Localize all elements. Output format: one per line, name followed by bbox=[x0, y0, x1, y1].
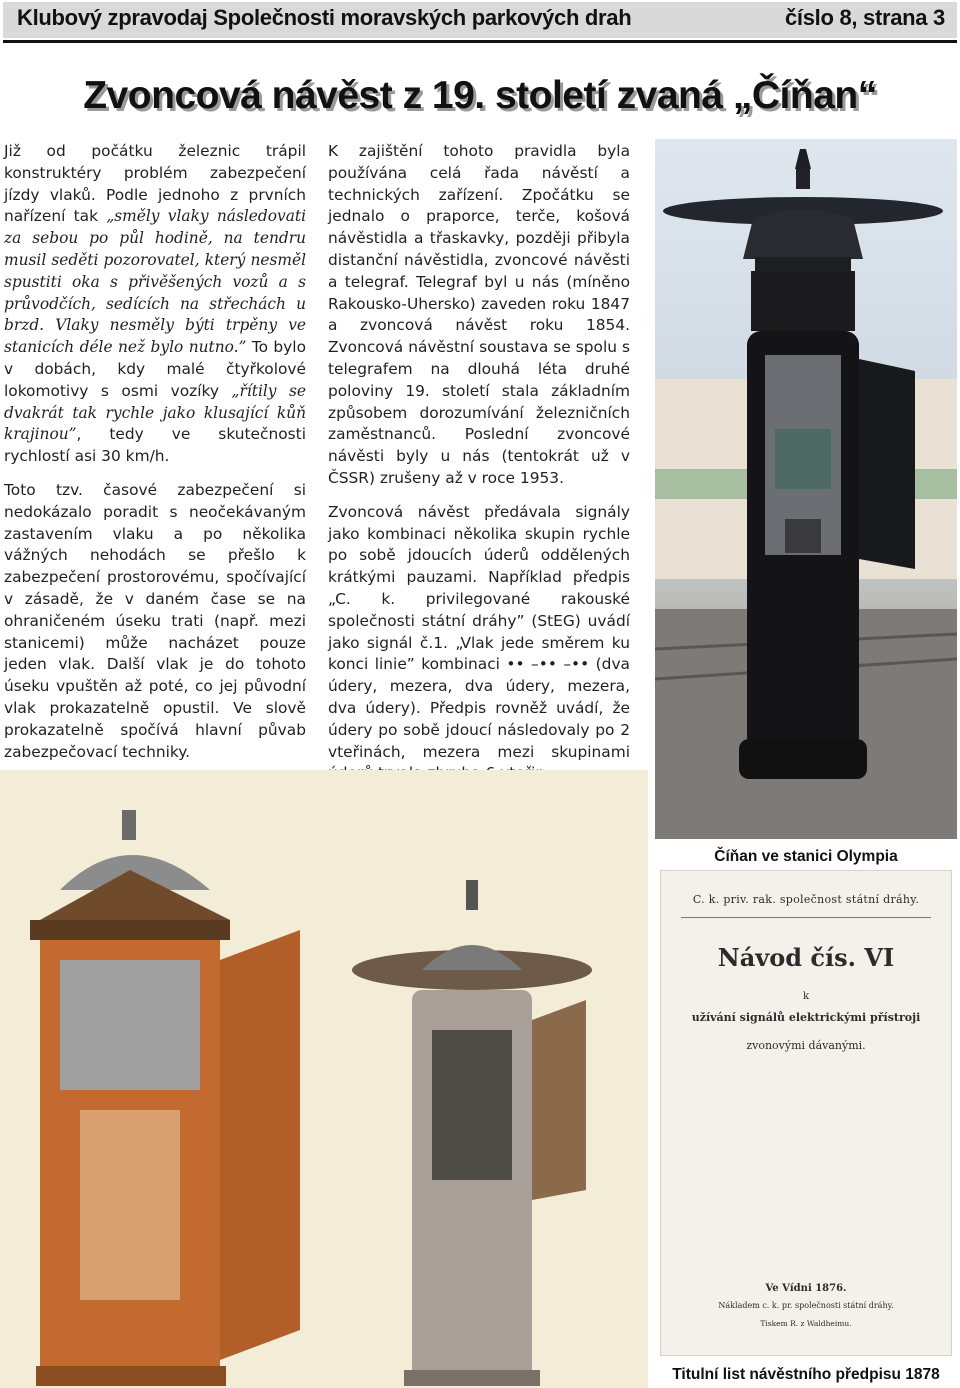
booth-base bbox=[36, 1366, 226, 1386]
open-door bbox=[220, 930, 300, 1360]
paragraph: Zvoncová návěst předávala signály jako kombinaci několika skupin rychle po sobě jdoucích úderů oddělených krátkými pauzami. Například předpis „C. k. privilegované rakouské společnosti státní dráhy” (StEG) uvádí jako signál č.1. „Vlak jede směrem ku konci linie” kombinaci •• –•• –•• (dva údery, mezera, dva údery, mezera, dva údery). Předpis rovněž uvádí, že údery po sobě jdoucí následovaly po 2 vteřinách, mezera mezi skupinami bbox=[328, 502, 630, 761]
finial bbox=[795, 149, 811, 169]
finial bbox=[122, 810, 136, 840]
publisher-line: C. k. priv. rak. společnost státní dráhy. bbox=[692, 893, 920, 906]
mechanism-base bbox=[785, 519, 821, 553]
bell bbox=[422, 945, 522, 970]
newsletter-title: Klubový zpravodaj Společnosti moravských parkových drah bbox=[17, 5, 632, 30]
photo-caption: Číňan ve stanici Olympia bbox=[714, 848, 898, 865]
open-door bbox=[859, 359, 915, 569]
title-page-caption: Titulní list návěstního předpisu 1878 bbox=[672, 1366, 940, 1383]
finial-stem bbox=[796, 169, 810, 189]
finial bbox=[466, 880, 478, 910]
paragraph bbox=[4, 141, 306, 468]
drawing-wooden-bell-booth bbox=[0, 770, 336, 1388]
place-year: Ve Vídni 1876. bbox=[765, 1283, 847, 1294]
quote-italic: „směly vlaky následovati za sebou po půl hodině, na tendru musil seděti pozorovatel, který nesměl spustiti oka s přivěšených vozů a s průvodčích, sedících na střechách u brzd. Vlaky nesměly býti trpěny ve stanicích déle než bylo nutno.” bbox=[4, 207, 306, 357]
photo-bell-signal-olympia bbox=[655, 139, 957, 839]
header-rule bbox=[3, 40, 957, 43]
issue-page-number: číslo 8, strana 3 bbox=[785, 5, 945, 30]
wooden-booth-illustration bbox=[0, 770, 336, 1388]
divider bbox=[681, 917, 931, 918]
paragraph: K zajištění tohoto pravidla byla používána celá řada návěstí a technických zařízení. Zpočátku se jednalo o praporce, terče, košová návěstidla a třaskavky, později přibyla distanční návěstidla, zvoncové návěsti a telegraf. Telegraf byl u nás (míněno Rakousko-Uhersko) zaveden roku 1847 a zvoncová návěst roku 1854. Zvoncová návěstní soustava se spolu s telegrafem na dlouhá léta druhé poloviny 19. století stala základním způsobem dorozumívání železničních zaměstnanců. Poslední zvoncové návěsti byly u nás (tentokrát už v ČSSR) zrušeny až v roce 1953. bbox=[328, 142, 630, 487]
bell-dome bbox=[743, 209, 863, 259]
text-run: Již od počátku železnic trápil konstruktéry problém zabezpečení jízdy vlaků. Podle jednoho z prvních nařízení tak bbox=[4, 142, 306, 226]
booth-window bbox=[60, 960, 200, 1090]
bell-rim bbox=[755, 257, 851, 271]
text-run: , tedy ve skutečnosti rychlostí asi 30 km/h. bbox=[4, 425, 306, 466]
bell-signal-photo-illustration bbox=[655, 139, 957, 839]
column-signal-illustration bbox=[336, 770, 648, 1388]
header-bar bbox=[3, 2, 957, 38]
column-base bbox=[739, 739, 867, 779]
printer: Tiskem R. z Waldheimu. bbox=[760, 1319, 852, 1328]
roof bbox=[40, 870, 230, 920]
drawing-column-bell-signal bbox=[336, 770, 648, 1388]
text-run: To bylo v dobách, kdy malé čtyřkolové lokomotivy s osmi vozíky bbox=[4, 338, 306, 400]
mechanism bbox=[775, 429, 831, 489]
manual-title-page bbox=[660, 870, 952, 1356]
manual-subtitle-k: k bbox=[802, 991, 810, 1002]
quote-italic: „řítily se dvakrát tak rychle jako klusající kůň krajinou” bbox=[4, 381, 306, 444]
imprint: Nákladem c. k. pr. společnosti státní dráhy. bbox=[718, 1301, 894, 1310]
column-base bbox=[404, 1370, 540, 1386]
article-column-2 bbox=[328, 141, 630, 797]
open-door bbox=[532, 1000, 586, 1200]
article-title: Zvoncová návěst z 19. století zvaná „Číňan“ bbox=[83, 74, 877, 117]
manual-subtitle: užívání signálů elektrickými přístroji bbox=[691, 1011, 921, 1024]
roof-eave bbox=[30, 920, 230, 940]
article-column-1 bbox=[4, 141, 306, 775]
open-cabinet bbox=[432, 1030, 512, 1180]
manual-title: Návod čís. VI bbox=[717, 943, 895, 972]
booth-panel bbox=[80, 1110, 180, 1300]
paragraph: Toto tzv. časové zabezpečení si nedokázalo poradit s neočekávaným zastavením vlaku a po několika vážných nehodách se přešlo k zabezpečení prostorovému, spočívající v zásadě, že v daném čase se na ohraničeném úseku trati (např. mezi stanicemi) může nacházet pouze jeden vlak. Další vlak je do tohoto úseku vpuštěn až poté, co jej původní vlak prokazatelně opustil. Ve slově prokazatelně spočívá hlavní půvab zabezpečovací techniky. bbox=[4, 480, 306, 761]
column-head bbox=[751, 271, 855, 331]
manual-subtitle-2: zvonovými dávanými. bbox=[746, 1039, 866, 1052]
